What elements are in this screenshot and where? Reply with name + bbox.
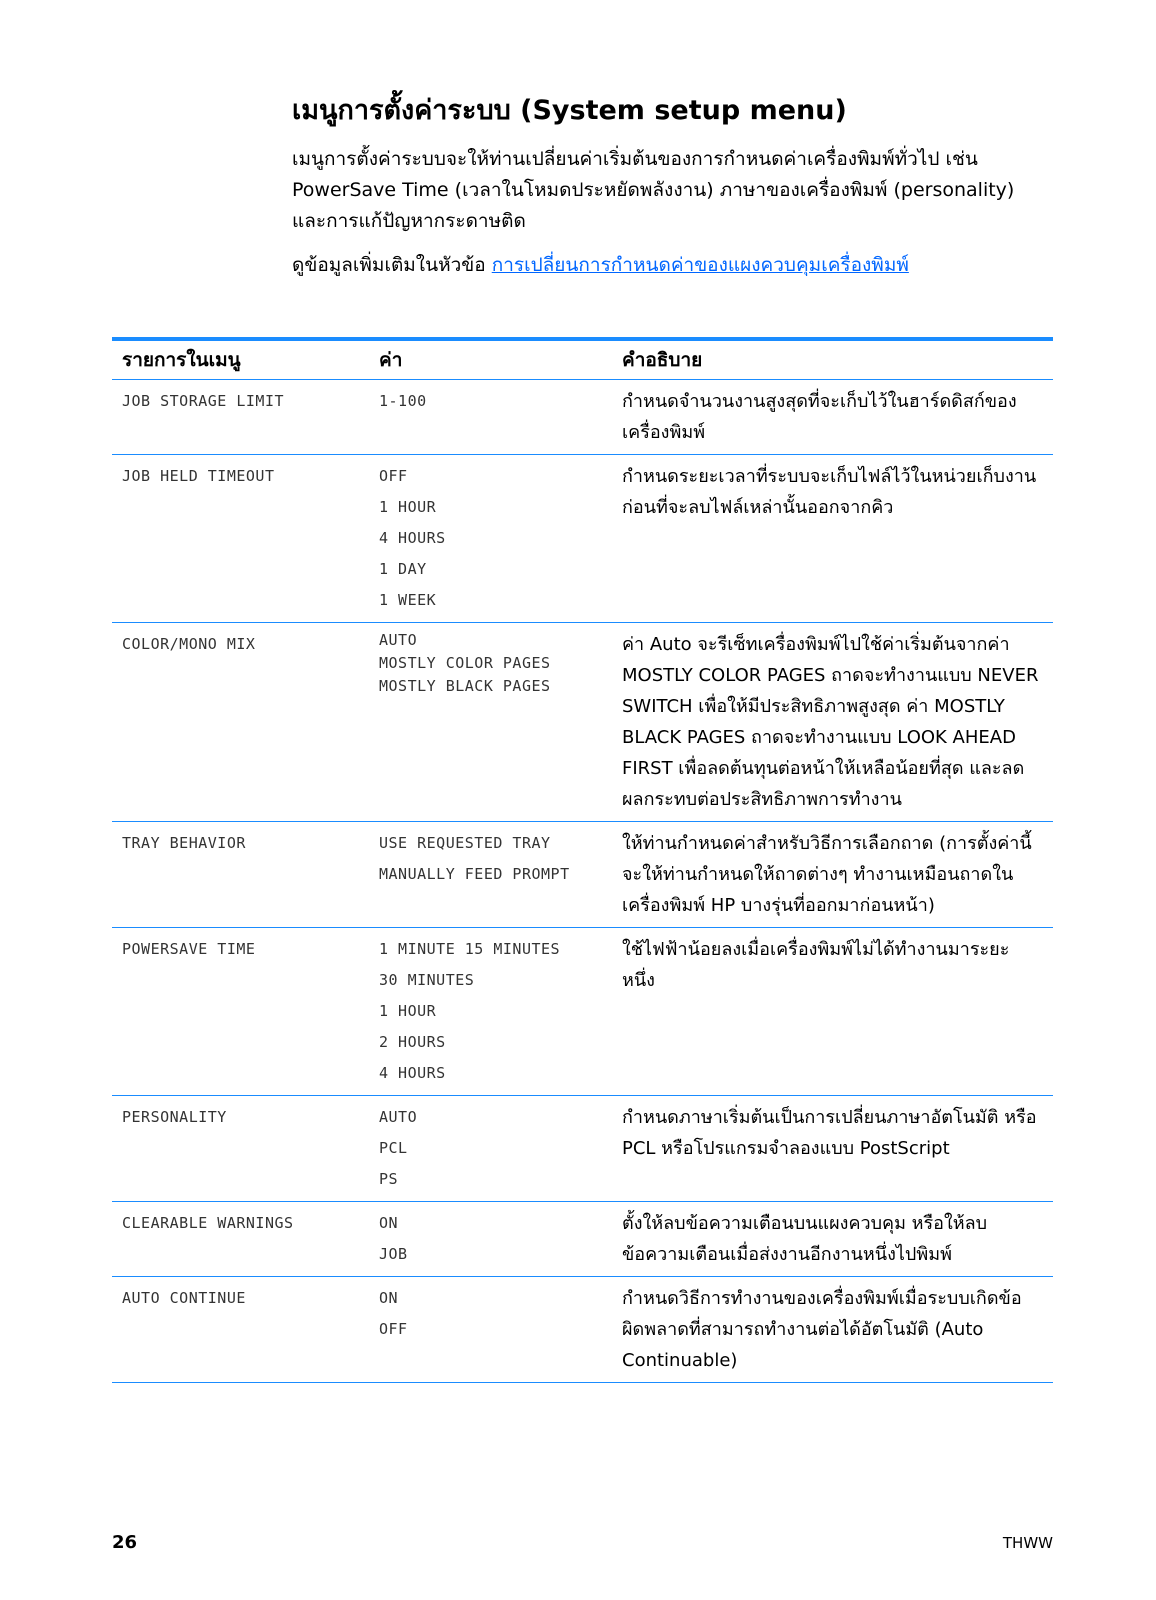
menu-item-description: ค่า Auto จะรีเซ็ทเครื่องพิมพ์ไปใช้ค่าเริ่มต้นจากค่า MOSTLY COLOR PAGES ถาดจะทำงานแบบ NEVER SWITCH เพื่อให้มีประสิทธิภาพสูงสุด ค่า MOSTLY BLACK PAGES ถาดจะทำงานแบบ LOOK AHEAD FIRST เพื่อลดต้นทุนต่อหน้าให้เหลือน้อยที่สุด และลดผลกระทบต่อประสิทธิภาพการทำงาน — [622, 634, 1039, 810]
table-row — [112, 455, 1053, 623]
menu-item-description: กำหนดภาษาเริ่มต้นเป็นการเปลี่ยนภาษาอัตโนมัติ หรือ PCL หรือโปรแกรมจำลองแบบ PostScript — [622, 1107, 1037, 1159]
menu-value: 1-100 — [379, 392, 427, 410]
menu-item-values — [379, 455, 622, 622]
menu-item-description: กำหนดจำนวนงานสูงสุดที่จะเก็บไว้ในฮาร์ดดิสก์ของเครื่องพิมพ์ — [622, 391, 1017, 443]
menu-item-description: ใช้ไฟฟ้าน้อยลงเมื่อเครื่องพิมพ์ไม่ได้ทำงานมาระยะหนึ่ง — [622, 939, 1010, 991]
menu-value: OFF — [379, 467, 408, 485]
table-header — [112, 337, 1053, 380]
page-number: 26 — [112, 1532, 138, 1553]
menu-item-values — [379, 380, 622, 454]
menu-item-name: PERSONALITY — [122, 1108, 227, 1126]
menu-value: AUTO — [379, 1108, 418, 1126]
menu-item-name: TRAY BEHAVIOR — [122, 834, 246, 852]
menu-value: 1 DAY — [379, 560, 427, 578]
see-also-link[interactable]: การเปลี่ยนการกำหนดค่าของแผงควบคุมเครื่องพิมพ์ — [491, 254, 909, 276]
menu-item-description: กำหนดระยะเวลาที่ระบบจะเก็บไฟล์ไว้ในหน่วยเก็บงานก่อนที่จะลบไฟล์เหล่านั้นออกจากคิว — [622, 466, 1037, 518]
menu-item-name: AUTO CONTINUE — [122, 1289, 246, 1307]
menu-value: MOSTLY BLACK PAGES — [379, 677, 551, 695]
menu-value: OFF — [379, 1320, 408, 1338]
see-also — [292, 250, 909, 281]
menu-value: JOB — [379, 1245, 408, 1263]
menu-value: 1 WEEK — [379, 591, 437, 609]
settings-table — [112, 337, 1053, 1383]
menu-value: PS — [379, 1170, 399, 1188]
page-title: เมนูการตั้งค่าระบบ (System setup menu) — [292, 95, 847, 126]
table-row — [112, 623, 1053, 822]
menu-value: AUTO — [379, 631, 418, 649]
header-item: รายการในเมนู — [122, 349, 241, 371]
menu-value: USE REQUESTED TRAY — [379, 834, 551, 852]
menu-item-description: ให้ท่านกำหนดค่าสำหรับวิธีการเลือกถาด (การตั้งค่านี้จะให้ท่านกำหนดให้ถาดต่างๆ ทำงานเหมือนถาดในเครื่องพิมพ์ HP บางรุ่นที่ออกมาก่อนหน้า) — [622, 833, 1032, 916]
see-also-prefix: ดูข้อมูลเพิ่มเติมในหัวข้อ — [292, 254, 492, 276]
menu-item-description: ตั้งให้ลบข้อความเตือนบนแผงควบคุม หรือให้ลบข้อความเตือนเมื่อส่งงานอีกงานหนึ่งไปพิมพ์ — [622, 1213, 988, 1265]
footer-code: THWW — [1002, 1534, 1053, 1552]
menu-item-name: CLEARABLE WARNINGS — [122, 1214, 294, 1232]
header-value: ค่า — [379, 349, 403, 371]
table-row — [112, 928, 1053, 1096]
menu-value: ON — [379, 1289, 399, 1307]
menu-item-values — [379, 822, 622, 927]
table-row — [112, 822, 1053, 928]
menu-value: 4 HOURS — [379, 1064, 446, 1082]
menu-item-name: POWERSAVE TIME — [122, 940, 256, 958]
menu-item-values — [379, 1202, 622, 1276]
menu-item-values — [379, 1096, 622, 1201]
menu-item-description: กำหนดวิธีการทำงานของเครื่องพิมพ์เมื่อระบบเกิดข้อผิดพลาดที่สามารถทำงานต่อได้อัตโนมัติ (Auto Continuable) — [622, 1288, 1022, 1371]
menu-value: MOSTLY COLOR PAGES — [379, 654, 551, 672]
menu-value: ON — [379, 1214, 399, 1232]
table-body — [112, 380, 1053, 1383]
intro-paragraph: เมนูการตั้งค่าระบบจะให้ท่านเปลี่ยนค่าเริ่มต้นของการกำหนดค่าเครื่องพิมพ์ทั่วไป เช่น PowerSave Time (เวลาในโหมดประหยัดพลังงาน) ภาษาของเครื่องพิมพ์ (personality) และการแก้ปัญหากระดาษติด — [292, 148, 1015, 232]
menu-item-values — [379, 1277, 622, 1382]
menu-value: 4 HOURS — [379, 529, 446, 547]
menu-item-name: COLOR/MONO MIX — [122, 635, 256, 653]
menu-item-values — [379, 928, 622, 1095]
table-row — [112, 1096, 1053, 1202]
table-row — [112, 1202, 1053, 1277]
table-row — [112, 380, 1053, 455]
table-row — [112, 1277, 1053, 1383]
menu-value: PCL — [379, 1139, 408, 1157]
menu-item-name: JOB HELD TIMEOUT — [122, 467, 275, 485]
menu-item-name: JOB STORAGE LIMIT — [122, 392, 285, 410]
menu-value: MANUALLY FEED PROMPT — [379, 865, 570, 883]
header-description: คำอธิบาย — [622, 349, 703, 371]
menu-item-values — [379, 623, 622, 821]
menu-value: 1 MINUTE 15 MINUTES — [379, 940, 561, 958]
menu-value: 30 MINUTES — [379, 971, 475, 989]
menu-value: 1 HOUR — [379, 498, 437, 516]
menu-value: 2 HOURS — [379, 1033, 446, 1051]
menu-value: 1 HOUR — [379, 1002, 437, 1020]
